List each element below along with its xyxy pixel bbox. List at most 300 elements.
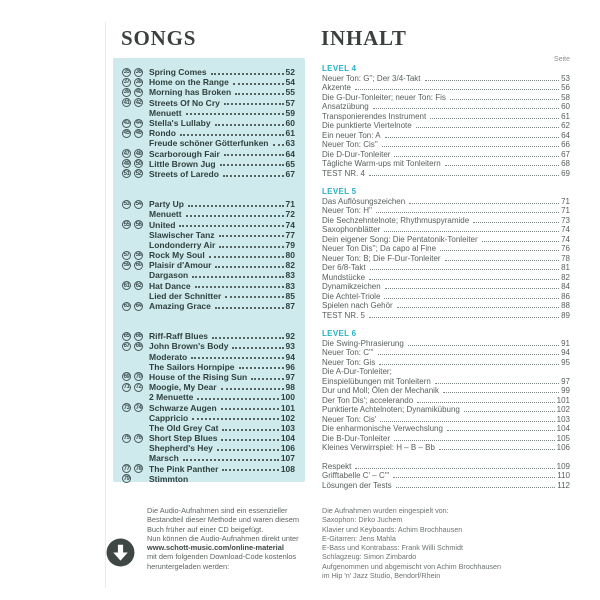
song-row: [122, 474, 295, 484]
level-label: LEVEL 5: [322, 187, 357, 196]
song-page-number: 59: [285, 107, 295, 118]
song-row: [122, 331, 295, 341]
toc-page-number: 109: [556, 461, 570, 471]
song-title: Stimmton: [149, 473, 189, 484]
song-page-number: 54: [285, 77, 295, 88]
track-number-badge: 41: [123, 99, 130, 106]
track-number-badge: 60: [135, 262, 142, 269]
song-row: [122, 209, 295, 219]
track-number-badge: 68: [135, 343, 142, 350]
track-number-badge: 35: [123, 69, 130, 76]
track-badges: [122, 200, 149, 209]
song-title: The Old Grey Cat: [149, 422, 219, 433]
song-title: United: [149, 219, 176, 230]
toc-item-title: Lösungen der Tests: [322, 480, 392, 490]
dotted-leader: [221, 439, 278, 441]
toc-row: [322, 339, 570, 349]
dotted-leader: [408, 345, 559, 346]
download-url: www.schott-music.com/online-material: [147, 543, 284, 553]
song-page-number: 61: [285, 128, 295, 139]
toc-page-number: 60: [561, 102, 570, 112]
song-row: [122, 240, 295, 250]
track-number-badge: 57: [123, 252, 130, 259]
toc-item-title: Das Auflösungszeichen: [322, 196, 406, 206]
track-badges: [122, 342, 149, 351]
song-title: Amazing Grace: [149, 301, 211, 312]
song-row: [122, 118, 295, 128]
song-row: [122, 199, 295, 209]
dotted-leader: [239, 367, 284, 369]
toc-item-title: Neuer Ton: B; Die F-Dur-Tonleiter: [322, 253, 441, 263]
toc-page-number: 82: [561, 272, 570, 282]
song-row: [122, 433, 295, 443]
toc-section: [322, 187, 570, 320]
song-row: [122, 352, 295, 362]
dotted-leader: [197, 398, 278, 400]
dotted-leader: [430, 118, 559, 119]
song-title: Riff-Raff Blues: [149, 331, 209, 342]
song-row: [122, 128, 295, 138]
dotted-leader: [188, 205, 284, 207]
song-title: Streets Of No Cry: [149, 97, 220, 108]
dotted-leader: [394, 440, 555, 441]
toc-row: [322, 112, 570, 122]
toc-page-number: 67: [561, 149, 570, 159]
dotted-leader: [385, 288, 559, 289]
song-page-number: 102: [280, 412, 295, 423]
track-number-badge: 46: [135, 130, 142, 137]
song-title: Streets of Laredo: [149, 168, 219, 179]
dotted-leader: [397, 307, 559, 308]
song-title: The Sailors Hornpipe: [149, 361, 235, 372]
toc-row: [322, 93, 570, 103]
dotted-leader: [232, 347, 283, 349]
toc-item-title: Neuer Ton: G''; Der 3/4-Takt: [322, 73, 421, 83]
songs-title: SONGS: [121, 26, 197, 50]
track-number-badge: 42: [135, 99, 142, 106]
song-row: [122, 77, 295, 87]
toc-item-title: Neuer Ton Dis''; Da capo al Fine: [322, 244, 437, 254]
song-group: [122, 331, 295, 484]
note-line: Nun können die Audio-Aufnahmen direkt unter: [147, 533, 299, 543]
song-page-number: 77: [285, 229, 295, 240]
song-title: Party Up: [149, 199, 184, 210]
song-page-number: 106: [280, 443, 295, 454]
toc-item-title: Tägliche Warm-ups mit Tonleitern: [322, 159, 441, 169]
toc-row: [322, 348, 570, 358]
toc-row: [322, 396, 570, 406]
track-badges: [122, 98, 149, 107]
track-number-badge: 51: [123, 170, 130, 177]
song-page-number: 107: [280, 453, 295, 464]
track-number-badge: 39: [123, 89, 130, 96]
dotted-leader: [425, 80, 560, 81]
toc-page-number: 84: [561, 282, 570, 292]
song-title: Rondo: [149, 128, 176, 139]
toc-item-title: Respekt: [322, 461, 352, 471]
dotted-leader: [224, 103, 284, 105]
dotted-leader: [217, 449, 279, 451]
credit-line: Klavier und Keyboards: Achim Brochhausen: [322, 524, 463, 534]
toc-row: [322, 254, 570, 264]
track-badges: [122, 332, 149, 341]
song-page-number: 63: [285, 138, 295, 149]
toc-page-number: 76: [561, 244, 570, 254]
song-row: [122, 291, 295, 301]
song-page-number: 93: [285, 341, 295, 352]
toc-item-title: Mundstücke: [322, 272, 366, 282]
toc-row: [322, 471, 570, 481]
page-edge-line: [105, 22, 106, 588]
credit-line: Aufgenommen und abgemischt von Achim Brochhausen: [322, 561, 501, 571]
track-number-badge: 49: [123, 160, 130, 167]
dotted-leader: [370, 269, 560, 270]
song-row: [122, 250, 295, 260]
dotted-leader: [447, 430, 555, 431]
track-number-badge: 75: [123, 435, 130, 442]
track-badges: [122, 88, 149, 97]
song-page-number: 52: [285, 67, 295, 78]
track-number-badge: 36: [135, 69, 142, 76]
toc-page-number: 74: [561, 234, 570, 244]
song-title: Marsch: [149, 453, 179, 464]
dotted-leader: [192, 276, 283, 278]
track-number-badge: 70: [135, 373, 142, 380]
track-badges: [122, 119, 149, 128]
toc-item-title: Die Achtel-Triole: [322, 291, 381, 301]
toc-row: [322, 481, 570, 491]
track-number-badge: 47: [123, 150, 130, 157]
toc-row: [322, 301, 570, 311]
song-page-number: 100: [280, 392, 295, 403]
dotted-leader: [464, 411, 555, 412]
track-number-badge: 74: [135, 404, 142, 411]
track-number-badge: 53: [123, 201, 130, 208]
song-title: Home on the Range: [149, 77, 229, 88]
toc-row: [322, 434, 570, 444]
track-number-badge: 66: [135, 333, 142, 340]
credit-line: Saxophon: Dirko Juchem: [322, 515, 403, 525]
track-badges: [122, 129, 149, 138]
dotted-leader: [385, 137, 560, 138]
dotted-leader: [221, 408, 279, 410]
song-title: Freude schöner Götterfunken: [149, 138, 269, 149]
track-number-badge: 63: [123, 303, 130, 310]
track-number-badge: 56: [135, 221, 142, 228]
dotted-leader: [180, 134, 284, 136]
song-title: Scarborough Fair: [149, 148, 220, 159]
song-page-number: 72: [285, 209, 295, 220]
toc-item-title: Neuer Ton: Cis': [322, 414, 377, 424]
dotted-leader: [225, 296, 283, 298]
dotted-leader: [355, 89, 559, 90]
song-title: Little Brown Jug: [149, 158, 216, 169]
track-number-badge: 59: [123, 262, 130, 269]
track-badges: [122, 261, 149, 270]
track-number-badge: 43: [123, 120, 130, 127]
dotted-leader: [191, 357, 283, 359]
toc-item-title: Neuer Ton: Gis: [322, 357, 376, 367]
song-title: Slawischer Tanz: [149, 229, 215, 240]
dotted-leader: [355, 468, 554, 469]
credit-line: E-Gitarren: Jens Mahla: [322, 533, 396, 543]
song-page-number: 55: [285, 87, 295, 98]
credit-line: E-Bass und Kontrabass: Frank Willi Schmidt: [322, 543, 464, 553]
credits-block: [322, 506, 501, 580]
toc-page-number: 78: [561, 253, 570, 263]
dotted-leader: [384, 231, 559, 232]
toc-row: [322, 367, 570, 377]
dotted-leader: [224, 154, 284, 156]
song-page-number: 103: [280, 422, 295, 433]
dotted-leader: [482, 241, 559, 242]
inhalt-column: [322, 55, 570, 490]
dotted-leader: [221, 388, 284, 390]
track-badges: [122, 281, 149, 290]
toc-row: [322, 415, 570, 425]
toc-row: [322, 263, 570, 273]
track-number-badge: 61: [123, 282, 130, 289]
track-badges: [122, 302, 149, 311]
track-number-badge: 72: [135, 384, 142, 391]
track-badges: [122, 68, 149, 77]
track-badges: [122, 372, 149, 381]
toc-page-number: 88: [561, 301, 570, 311]
track-number-badge: 54: [135, 201, 142, 208]
toc-page-number: 56: [561, 83, 570, 93]
dotted-leader: [373, 108, 559, 109]
dotted-leader: [439, 449, 555, 450]
toc-row: [322, 102, 570, 112]
dotted-leader: [195, 286, 284, 288]
toc-page-number: 58: [561, 92, 570, 102]
dotted-leader: [384, 298, 559, 299]
level-label: LEVEL 6: [322, 329, 357, 338]
song-title: Shepherd's Hey: [149, 443, 213, 454]
song-title: Rock My Soul: [149, 250, 205, 261]
toc-section: [322, 462, 570, 491]
toc-page-number: 81: [561, 263, 570, 273]
toc-page-number: 99: [561, 386, 570, 396]
song-row: [122, 260, 295, 270]
toc-item-title: Die enharmonische Verwechslung: [322, 424, 443, 434]
dotted-leader: [251, 378, 283, 380]
dotted-leader: [219, 235, 284, 237]
dotted-leader: [417, 402, 554, 403]
track-badges: [122, 149, 149, 158]
toc-page-number: 71: [561, 206, 570, 216]
song-row: [122, 362, 295, 372]
toc-page-number: 69: [561, 168, 570, 178]
track-number-badge: 65: [123, 333, 130, 340]
dotted-leader: [450, 99, 559, 100]
track-number-badge: 50: [135, 160, 142, 167]
toc-page-number: 97: [561, 376, 570, 386]
toc-page-number: 91: [561, 338, 570, 348]
song-row: [122, 169, 295, 179]
track-badges: [122, 78, 149, 87]
song-group: [122, 67, 295, 179]
song-page-number: 65: [285, 158, 295, 169]
track-number-badge: 78: [135, 465, 142, 472]
song-page-number: 83: [285, 280, 295, 291]
toc-page-number: 66: [561, 140, 570, 150]
dotted-leader: [369, 279, 559, 280]
toc-page-number: 95: [561, 357, 570, 367]
dotted-leader: [219, 246, 283, 248]
song-title: House of the Rising Sun: [149, 371, 248, 382]
track-number-badge: 71: [123, 384, 130, 391]
toc-row: [322, 206, 570, 216]
toc-item-title: Dur und Moll; Ölen der Mechanik: [322, 386, 439, 396]
note-line: heruntergeladen werden:: [147, 561, 230, 571]
song-row: [122, 87, 295, 97]
song-page-number: 92: [285, 331, 295, 342]
seite-column-label: Seite: [554, 56, 570, 63]
song-title: Menuett: [149, 107, 182, 118]
song-page-number: 64: [285, 148, 295, 159]
toc-item-title: Transponierendes Instrument: [322, 111, 427, 121]
dotted-leader: [369, 317, 559, 318]
song-title: Moderato: [149, 351, 188, 362]
dotted-leader: [376, 212, 559, 213]
song-title: Dargason: [149, 270, 189, 281]
song-page-number: 94: [285, 351, 295, 362]
track-number-badge: 67: [123, 343, 130, 350]
track-number-badge: 52: [135, 170, 142, 177]
song-row: [122, 372, 295, 382]
dotted-leader: [186, 113, 284, 115]
dotted-leader: [416, 127, 559, 128]
song-page-number: 82: [285, 260, 295, 271]
toc-page-number: 71: [561, 196, 570, 206]
song-page-number: 60: [285, 118, 295, 129]
track-number-badge: 45: [123, 130, 130, 137]
toc-page-number: 61: [561, 111, 570, 121]
dotted-leader: [186, 215, 284, 217]
note-line: Die Audio-Aufnahmen sind ein essenzieller: [147, 506, 288, 515]
track-number-badge: 58: [135, 252, 142, 259]
level-label: LEVEL 4: [322, 64, 357, 73]
song-page-number: 83: [285, 270, 295, 281]
toc-item-title: Die D-Dur-Tonleiter: [322, 149, 391, 159]
toc-item-title: Dynamikzeichen: [322, 282, 381, 292]
toc-item-title: TEST NR. 5: [322, 310, 365, 320]
song-page-number: 98: [285, 382, 295, 393]
song-page-number: 85: [285, 290, 295, 301]
song-page-number: 96: [285, 361, 295, 372]
toc-page-number: 104: [556, 424, 570, 434]
toc-item-title: Einspielübungen mit Tonleitern: [322, 376, 431, 386]
toc-item-title: Saxophonblätter: [322, 225, 381, 235]
toc-item-title: TEST NR. 4: [322, 168, 365, 178]
track-number-badge: 69: [123, 373, 130, 380]
song-row: [122, 281, 295, 291]
dotted-leader: [445, 260, 560, 261]
toc-row: [322, 443, 570, 453]
toc-page-number: 53: [561, 73, 570, 83]
track-number-badge: 37: [123, 79, 130, 86]
song-title: Hat Dance: [149, 280, 191, 291]
toc-item-title: Die G-Dur-Tonleiter; neuer Ton: Fis: [322, 92, 446, 102]
track-badges: [122, 251, 149, 260]
song-title: Londonderry Air: [149, 239, 216, 250]
track-number-badge: 77: [123, 465, 130, 472]
toc-row: [322, 197, 570, 207]
dotted-leader: [183, 459, 279, 461]
dotted-leader: [440, 250, 559, 251]
toc-item-title: Akzente: [322, 83, 351, 93]
track-number-badge: 64: [135, 303, 142, 310]
toc-row: [322, 358, 570, 368]
inhalt-sections: [322, 64, 570, 490]
song-row: [122, 230, 295, 240]
toc-row: [322, 159, 570, 169]
dotted-leader: [273, 144, 284, 146]
toc-item-title: Spielen nach Gehör: [322, 301, 393, 311]
toc-section: [322, 329, 570, 453]
song-title: Stella's Lullaby: [149, 118, 211, 129]
toc-row: [322, 235, 570, 245]
song-row: [122, 341, 295, 351]
dotted-leader: [369, 175, 559, 176]
dotted-leader: [235, 93, 283, 95]
song-title: Short Step Blues: [149, 433, 218, 444]
toc-row: [322, 121, 570, 131]
toc-row: [322, 462, 570, 472]
toc-page-number: 86: [561, 291, 570, 301]
song-row: [122, 402, 295, 412]
toc-row: [322, 140, 570, 150]
toc-page-number: 105: [556, 433, 570, 443]
inhalt-title: INHALT: [321, 26, 407, 50]
track-badges: [122, 220, 149, 229]
song-title: 2 Menuette: [149, 392, 194, 403]
toc-item-title: Die Sechzehntelnote; Rhythmuspyramide: [322, 215, 470, 225]
toc-page-number: 64: [561, 130, 570, 140]
song-row: [122, 423, 295, 433]
song-row: [122, 413, 295, 423]
dotted-leader: [192, 418, 279, 420]
track-badges: [122, 383, 149, 392]
song-page-number: 67: [285, 168, 295, 179]
song-page-number: 80: [285, 250, 295, 261]
toc-page-number: 89: [561, 310, 570, 320]
song-row: [122, 67, 295, 77]
dotted-leader: [222, 429, 278, 431]
toc-row: [322, 225, 570, 235]
toc-page-number: 112: [557, 480, 570, 490]
dotted-leader: [211, 73, 284, 75]
song-page-number: 57: [285, 97, 295, 108]
toc-row: [322, 311, 570, 321]
song-title: Plaisir d'Amour: [149, 260, 212, 271]
toc-row: [322, 405, 570, 415]
toc-item-title: Ein neuer Ton: A: [322, 130, 381, 140]
song-page-number: 104: [280, 433, 295, 444]
credit-line: Schlagzeug: Simon Zimbardo: [322, 552, 417, 562]
dotted-leader: [473, 222, 559, 223]
song-row: [122, 301, 295, 311]
track-number-badge: 62: [135, 282, 142, 289]
song-page-number: 79: [285, 239, 295, 250]
download-note-lines-after: [147, 552, 317, 571]
track-number-badge: 79: [123, 475, 130, 482]
toc-row: [322, 169, 570, 179]
track-number-badge: 38: [135, 79, 142, 86]
song-page-number: 108: [280, 463, 295, 474]
toc-page-number: 103: [556, 414, 570, 424]
